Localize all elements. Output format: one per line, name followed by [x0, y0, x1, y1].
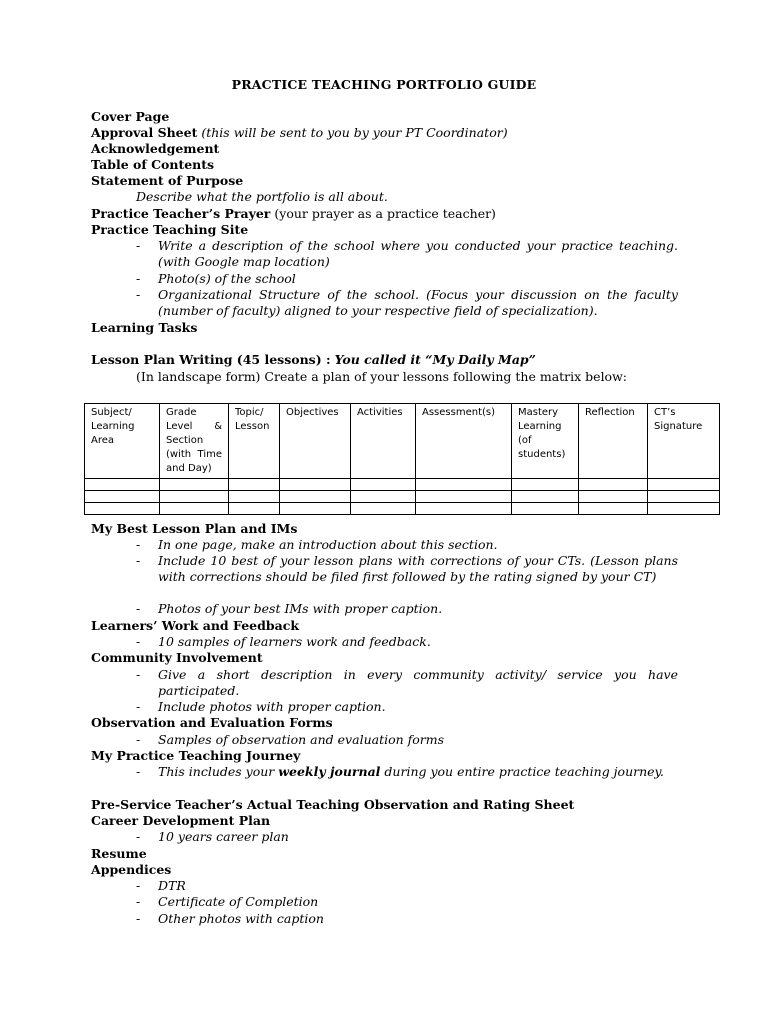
bullet-dash: -	[136, 732, 141, 747]
bullet-dash: -	[136, 829, 141, 844]
site-bullet-3: Organizational Structure of the school. (Focus your discussion on the faculty (number of faculty) aligned to your respective field of specialization).	[158, 287, 678, 319]
appendices-bullet-3: Other photos with caption	[158, 911, 324, 926]
best-lesson-bullet-3: Photos of your best IMs with proper caption.	[158, 601, 443, 616]
matrix-header-cell: Subject/ Learning Area	[85, 404, 160, 479]
statement-description: Describe what the portfolio is all about.	[136, 189, 388, 204]
bullet-dash: -	[136, 553, 141, 568]
appendices-bullet-1: DTR	[158, 878, 186, 893]
site-bullet-2: Photo(s) of the school	[158, 271, 296, 286]
matrix-header-row	[85, 404, 720, 479]
matrix-header-cell: Topic/ Lesson	[229, 404, 280, 479]
approval-sheet-label: Approval Sheet	[91, 125, 198, 140]
heading-approval-sheet	[91, 125, 508, 141]
matrix-blank-row	[85, 503, 720, 515]
matrix-header-cell: Mastery Learning (of students)	[512, 404, 579, 479]
lesson-plan-label: Lesson Plan Writing (45 lessons) :	[91, 352, 331, 367]
career-bullet-1: 10 years career plan	[158, 829, 289, 844]
prayer-label: Practice Teacher’s Prayer	[91, 206, 271, 221]
heading-best-lesson-plan: My Best Lesson Plan and IMs	[91, 521, 298, 536]
matrix-header-cell: Activities	[351, 404, 416, 479]
journey-text-post: during you entire practice teaching journey.	[384, 764, 664, 779]
matrix-header-cell: Grade Level & Section (with Time and Day)	[160, 404, 229, 479]
approval-sheet-note: (this will be sent to you by your PT Coordinator)	[201, 125, 508, 140]
heading-cover-page: Cover Page	[91, 109, 170, 124]
prayer-note: (your prayer as a practice teacher)	[274, 206, 496, 221]
heading-prayer	[91, 206, 496, 222]
heading-learning-tasks: Learning Tasks	[91, 320, 198, 335]
bullet-dash: -	[136, 537, 141, 552]
bullet-dash: -	[136, 287, 141, 302]
bullet-dash: -	[136, 271, 141, 286]
best-lesson-bullet-2: Include 10 best of your lesson plans with corrections of your CTs. (Lesson plans with corrections should be filed first followed by the rating signed by your CT)	[158, 553, 678, 585]
document-title: PRACTICE TEACHING PORTFOLIO GUIDE	[231, 77, 537, 92]
heading-teaching-journey: My Practice Teaching Journey	[91, 748, 301, 763]
heading-resume: Resume	[91, 846, 147, 861]
matrix-blank-row	[85, 491, 720, 503]
appendices-bullet-2: Certificate of Completion	[158, 894, 319, 909]
heading-table-of-contents: Table of Contents	[91, 157, 215, 172]
bullet-dash: -	[136, 238, 141, 253]
lesson-plan-description: (In landscape form) Create a plan of your lessons following the matrix below:	[136, 369, 627, 384]
bullet-dash: -	[136, 667, 141, 682]
heading-observation-forms: Observation and Evaluation Forms	[91, 715, 333, 730]
heading-pre-service-observation: Pre-Service Teacher’s Actual Teaching Observation and Rating Sheet	[91, 797, 575, 812]
matrix-header-cell: Reflection	[579, 404, 648, 479]
matrix-header-cell: CT’s Signature	[648, 404, 720, 479]
journey-text-pre: This includes your	[158, 764, 275, 779]
community-bullet-1: Give a short description in every community activity/ service you have participated.	[158, 667, 678, 699]
heading-lesson-plan-writing	[91, 352, 536, 368]
community-bullet-2: Include photos with proper caption.	[158, 699, 386, 714]
journey-bullet-1	[158, 764, 678, 780]
bullet-dash: -	[136, 699, 141, 714]
heading-statement-of-purpose: Statement of Purpose	[91, 173, 244, 188]
site-bullet-1: Write a description of the school where you conducted your practice teaching. (with Google map location)	[158, 238, 678, 270]
heading-practice-teaching-site: Practice Teaching Site	[91, 222, 249, 237]
bullet-dash: -	[136, 878, 141, 893]
matrix-blank-row	[85, 479, 720, 491]
bullet-dash: -	[136, 894, 141, 909]
bullet-dash: -	[136, 764, 141, 779]
heading-community-involvement: Community Involvement	[91, 650, 263, 665]
best-lesson-bullet-1: In one page, make an introduction about this section.	[158, 537, 498, 552]
journey-text-bold: weekly journal	[278, 764, 381, 779]
lesson-plan-matrix	[84, 403, 720, 515]
heading-career-development: Career Development Plan	[91, 813, 271, 828]
matrix-header-cell: Assessment(s)	[416, 404, 512, 479]
learners-work-bullet-1: 10 samples of learners work and feedback.	[158, 634, 431, 649]
heading-learners-work: Learners’ Work and Feedback	[91, 618, 299, 633]
lesson-plan-called: You called it “My Daily Map”	[334, 352, 536, 367]
bullet-dash: -	[136, 601, 141, 616]
observation-bullet-1: Samples of observation and evaluation forms	[158, 732, 445, 747]
bullet-dash: -	[136, 911, 141, 926]
heading-appendices: Appendices	[91, 862, 172, 877]
matrix-header-cell: Objectives	[280, 404, 351, 479]
bullet-dash: -	[136, 634, 141, 649]
heading-acknowledgement: Acknowledgement	[91, 141, 220, 156]
